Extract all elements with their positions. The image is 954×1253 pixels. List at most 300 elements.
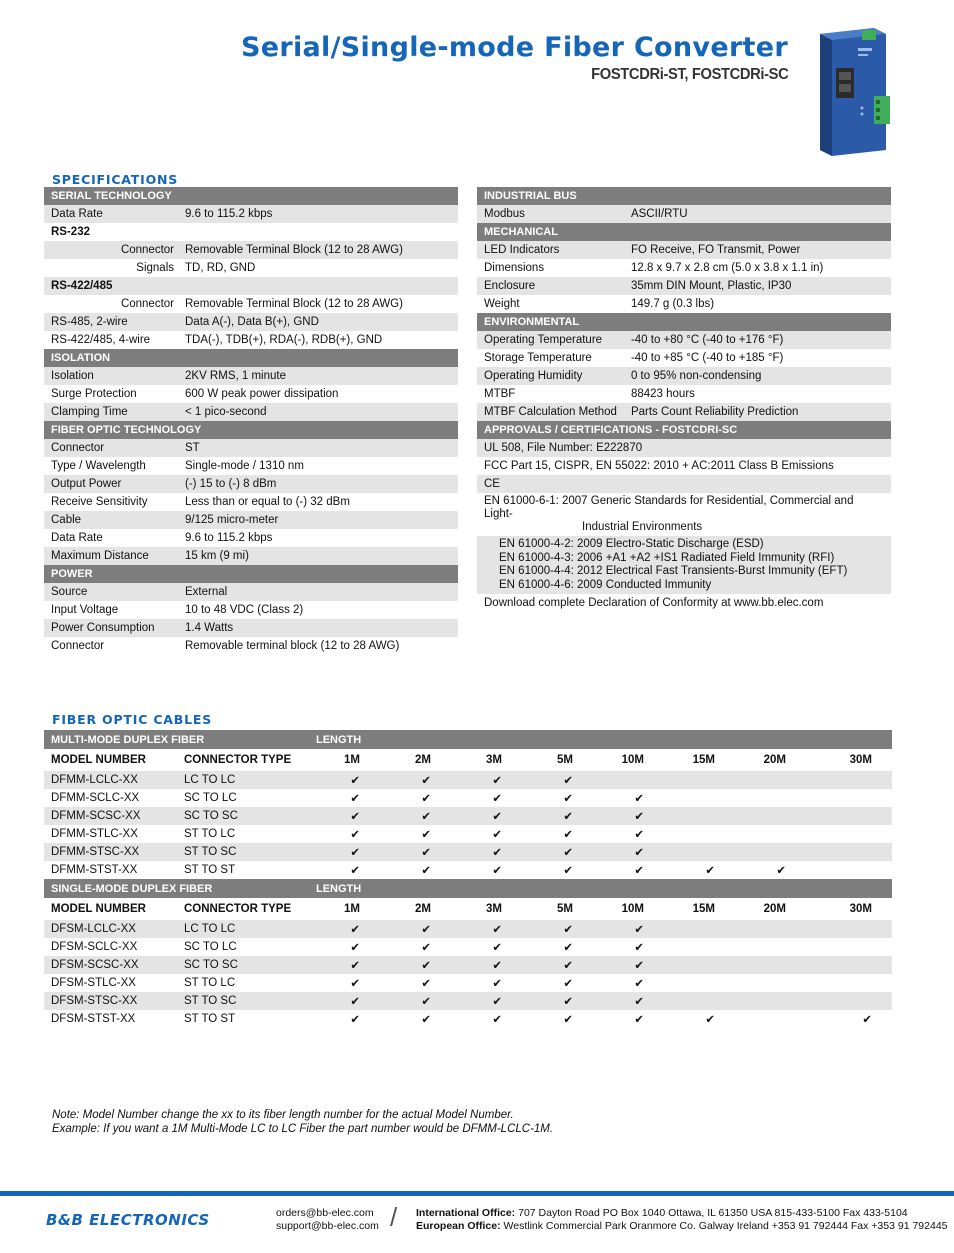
cable-model-number: DFMM-STLC-XX <box>51 828 138 840</box>
length-cell-empty <box>735 789 806 807</box>
page-subtitle: FOSTCDRi-ST, FOSTCDRi-SC <box>590 66 788 83</box>
cable-model-number: DFSM-STLC-XX <box>51 977 136 989</box>
spec-label: Storage Temperature <box>484 352 592 364</box>
available-check-icon: ✔ <box>492 978 502 990</box>
available-check-icon: ✔ <box>593 956 664 974</box>
fiber-optic-cables-table <box>44 730 892 1028</box>
spec-label: RS-485, 2-wire <box>44 313 178 331</box>
available-check-icon: ✔ <box>492 793 502 805</box>
spec-value: 2KV RMS, 1 minute <box>178 367 458 385</box>
spec-value: 15 km (9 mi) <box>178 547 458 565</box>
available-check-icon: ✔ <box>451 956 522 974</box>
spec-value: 12.8 x 9.7 x 2.8 cm (5.0 x 3.8 x 1.1 in) <box>630 262 824 274</box>
available-check-icon: ✔ <box>309 771 380 789</box>
cable-model-number: DFMM-LCLC-XX <box>44 771 177 789</box>
model-number-note <box>52 1109 553 1136</box>
cable-model-number: DFSM-SCLC-XX <box>51 941 138 953</box>
approval-standards <box>477 536 891 594</box>
spec-value: 0 to 95% non-condensing <box>624 367 891 385</box>
spec-label: Modbus <box>477 205 624 223</box>
length-header: 1M <box>344 903 360 915</box>
length-cell-empty <box>735 920 806 938</box>
product-image <box>812 28 892 156</box>
available-check-icon: ✔ <box>350 829 360 841</box>
approval-ul-text: UL 508, File Number: E222870 <box>477 439 891 457</box>
length-header: 15M <box>692 754 715 766</box>
spec-row <box>44 529 458 547</box>
spec-label: Receive Sensitivity <box>51 496 148 508</box>
approval-fcc-text: FCC Part 15, CISPR, EN 55022: 2010 + AC:2011 Class B Emissions <box>484 460 834 472</box>
length-cell-empty <box>664 807 735 825</box>
spec-label: RS-422/485, 4-wire <box>51 334 151 346</box>
available-check-icon: ✔ <box>380 992 451 1010</box>
available-check-icon: ✔ <box>563 1014 573 1026</box>
spec-row <box>44 547 458 565</box>
approval-en-generic <box>477 493 891 536</box>
available-check-icon: ✔ <box>421 829 431 841</box>
spec-row <box>44 367 458 385</box>
length-header: 10M <box>621 754 644 766</box>
available-check-icon: ✔ <box>421 1014 431 1026</box>
spec-row <box>44 475 458 493</box>
spec-value: 35mm DIN Mount, Plastic, IP30 <box>624 277 891 295</box>
spec-value: -40 to +80 °C (-40 to +176 °F) <box>624 331 891 349</box>
available-check-icon: ✔ <box>705 1014 715 1026</box>
brand-logo: B&B ELECTRONICS <box>46 1211 210 1229</box>
spec-row <box>44 313 458 331</box>
spec-label: MECHANICAL <box>477 223 891 241</box>
cable-column-header <box>44 749 892 771</box>
cable-model-number: DFSM-SCSC-XX <box>44 956 177 974</box>
spec-value: Data A(-), Data B(+), GND <box>178 313 458 331</box>
spec-value: Parts Count Reliability Prediction <box>624 403 891 421</box>
cable-connector-type: ST TO ST <box>184 1013 236 1025</box>
spec-label: Signals <box>136 262 174 274</box>
cable-row <box>44 789 892 807</box>
spec-row <box>477 367 891 385</box>
length-cell-empty <box>664 789 735 807</box>
specifications-right-table <box>477 187 891 612</box>
connector-type-header: CONNECTOR TYPE <box>184 903 292 915</box>
spec-row <box>44 637 458 655</box>
available-check-icon: ✔ <box>862 1014 872 1026</box>
spec-section-header <box>44 421 458 439</box>
spec-label: Isolation <box>44 367 178 385</box>
length-cell-empty <box>806 789 892 807</box>
spec-label: FIBER OPTIC TECHNOLOGY <box>44 421 458 439</box>
cable-row <box>44 771 892 789</box>
length-cell-empty <box>593 771 664 789</box>
available-check-icon: ✔ <box>350 942 360 954</box>
cable-connector-type: ST TO LC <box>184 828 236 840</box>
spec-row <box>477 295 891 313</box>
cable-row <box>44 938 892 956</box>
length-cell-empty <box>664 956 735 974</box>
footer-emails <box>276 1207 379 1233</box>
available-check-icon: ✔ <box>522 843 593 861</box>
length-cell-empty <box>664 920 735 938</box>
cable-row <box>44 861 892 879</box>
spec-row <box>477 331 891 349</box>
cable-model-number: DFMM-STSC-XX <box>44 843 177 861</box>
spec-label: SERIAL TECHNOLOGY <box>44 187 458 205</box>
length-label: LENGTH <box>309 879 892 898</box>
spec-label: RS-232 <box>51 226 90 238</box>
international-office <box>416 1207 948 1220</box>
length-header: 30M <box>849 754 872 766</box>
page-title: Serial/Single-mode Fiber Converter <box>240 32 788 63</box>
spec-row <box>44 331 458 349</box>
available-check-icon: ✔ <box>563 978 573 990</box>
spec-row <box>477 277 891 295</box>
spec-value: 1.4 Watts <box>178 619 458 637</box>
spec-row <box>44 295 458 313</box>
available-check-icon: ✔ <box>350 978 360 990</box>
length-cell-empty <box>806 771 892 789</box>
length-cell-empty <box>806 843 892 861</box>
spec-section-header <box>44 349 458 367</box>
spec-section-header <box>477 187 891 205</box>
spec-label: Type / Wavelength <box>51 460 146 472</box>
length-label: LENGTH <box>309 730 892 749</box>
spec-row <box>44 583 458 601</box>
spec-label: Enclosure <box>477 277 624 295</box>
spec-row <box>44 619 458 637</box>
available-check-icon: ✔ <box>522 992 593 1010</box>
spec-value: 88423 hours <box>630 388 695 400</box>
footer-bar <box>0 1191 954 1196</box>
cable-row <box>44 956 892 974</box>
length-cell-empty <box>806 992 892 1010</box>
length-cell-empty <box>735 992 806 1010</box>
available-check-icon: ✔ <box>350 865 360 877</box>
spec-label: Data Rate <box>51 532 103 544</box>
spec-row <box>44 601 458 619</box>
support-email-link[interactable]: support@bb-elec.com <box>276 1220 379 1232</box>
cable-model-number: DFSM-STST-XX <box>51 1013 136 1025</box>
spec-section-header <box>44 565 458 583</box>
spec-row <box>44 241 458 259</box>
available-check-icon: ✔ <box>451 843 522 861</box>
footer-divider: / <box>390 1202 398 1232</box>
available-check-icon: ✔ <box>309 843 380 861</box>
note-line-1: Note: Model Number change the xx to its fiber length number for the actual Model Number. <box>52 1109 514 1121</box>
available-check-icon: ✔ <box>451 992 522 1010</box>
en-generic-line-1: EN 61000-6-1: 2007 Generic Standards for Residential, Commercial and Light- <box>484 495 854 520</box>
cable-model-number: DFMM-SCSC-XX <box>44 807 177 825</box>
length-cell-empty <box>664 771 735 789</box>
intl-office-text: 707 Dayton Road PO Box 1040 Ottawa, IL 61350 USA 815-433-5100 Fax 433-5104 <box>518 1207 908 1219</box>
spec-row <box>44 385 458 403</box>
approval-standard-item: EN 61000-4-3: 2006 +A1 +A2 +IS1 Radiated Field Immunity (RFI) <box>499 551 835 564</box>
spec-label: RS-422/485 <box>44 277 458 295</box>
available-check-icon: ✔ <box>634 793 644 805</box>
spec-label: ISOLATION <box>44 349 458 367</box>
length-header: 30M <box>849 903 872 915</box>
spec-row <box>44 223 458 241</box>
fiber-optic-cables-heading: FIBER OPTIC CABLES <box>52 712 213 727</box>
length-header: 2M <box>415 754 431 766</box>
spec-label: ENVIRONMENTAL <box>477 313 891 331</box>
cable-group-title: SINGLE-MODE DUPLEX FIBER <box>44 879 309 898</box>
cable-connector-type: ST TO ST <box>184 864 236 876</box>
spec-label: Output Power <box>44 475 178 493</box>
available-check-icon: ✔ <box>380 843 451 861</box>
spec-row <box>44 277 458 295</box>
spec-label: POWER <box>44 565 458 583</box>
length-header: 1M <box>344 754 360 766</box>
spec-row <box>44 259 458 277</box>
spec-section-header <box>477 223 891 241</box>
length-header: 2M <box>415 903 431 915</box>
available-check-icon: ✔ <box>593 920 664 938</box>
european-office <box>416 1220 948 1233</box>
approval-standard-item: EN 61000-4-4: 2012 Electrical Fast Transients-Burst Immunity (EFT) <box>499 565 848 577</box>
spec-value: TDA(-), TDB(+), RDA(-), RDB(+), GND <box>185 334 383 346</box>
available-check-icon: ✔ <box>593 807 664 825</box>
spec-value: Single-mode / 1310 nm <box>185 460 304 472</box>
spec-label: INDUSTRIAL BUS <box>477 187 891 205</box>
length-cell-empty <box>735 938 806 956</box>
spec-value: Less than or equal to (-) 32 dBm <box>185 496 350 508</box>
cable-connector-type: SC TO SC <box>177 956 309 974</box>
spec-label: Connector <box>44 241 178 259</box>
length-header: 10M <box>621 903 644 915</box>
cable-connector-type: LC TO LC <box>177 920 309 938</box>
cable-group-title: MULTI-MODE DUPLEX FIBER <box>44 730 309 749</box>
cable-group-header <box>44 879 892 898</box>
spec-label: MTBF Calculation Method <box>477 403 624 421</box>
spec-value: Removable Terminal Block (12 to 28 AWG) <box>185 298 403 310</box>
spec-value: 600 W peak power dissipation <box>185 388 339 400</box>
cable-row <box>44 825 892 843</box>
spec-label: Dimensions <box>484 262 545 274</box>
spec-label: Maximum Distance <box>44 547 178 565</box>
declaration-download-text: Download complete Declaration of Conformity at www.bb.elec.com <box>484 597 824 609</box>
length-header: 5M <box>557 754 573 766</box>
spec-row <box>477 241 891 259</box>
approval-standard-item: EN 61000-4-6: 2009 Conducted Immunity <box>499 578 712 591</box>
spec-section-header <box>44 187 458 205</box>
length-cell-empty <box>664 843 735 861</box>
spec-row <box>477 205 891 223</box>
cable-connector-type: SC TO SC <box>177 807 309 825</box>
length-cell-empty <box>735 843 806 861</box>
spec-row <box>44 205 458 223</box>
spec-row <box>477 403 891 421</box>
length-cell-empty <box>735 956 806 974</box>
cable-row <box>44 1010 892 1028</box>
spec-row <box>44 403 458 421</box>
length-header: 3M <box>486 754 502 766</box>
available-check-icon: ✔ <box>776 865 786 877</box>
cable-row <box>44 807 892 825</box>
spec-row <box>44 457 458 475</box>
cable-row <box>44 843 892 861</box>
spec-row <box>477 259 891 277</box>
available-check-icon: ✔ <box>563 942 573 954</box>
available-check-icon: ✔ <box>634 942 644 954</box>
spec-value: < 1 pico-second <box>178 403 458 421</box>
available-check-icon: ✔ <box>421 942 431 954</box>
length-cell-empty <box>735 771 806 789</box>
available-check-icon: ✔ <box>593 843 664 861</box>
available-check-icon: ✔ <box>309 956 380 974</box>
spec-label: Data Rate <box>44 205 178 223</box>
spec-label: Connector <box>51 640 105 652</box>
available-check-icon: ✔ <box>380 807 451 825</box>
available-check-icon: ✔ <box>563 865 573 877</box>
spec-row <box>477 349 891 367</box>
length-header: 3M <box>486 903 502 915</box>
spec-row <box>44 439 458 457</box>
length-cell-empty <box>806 807 892 825</box>
spec-label: Input Voltage <box>51 604 119 616</box>
spec-value: 149.7 g (0.3 lbs) <box>630 298 715 310</box>
cable-model-number: DFSM-LCLC-XX <box>44 920 177 938</box>
spec-value: 9.6 to 115.2 kbps <box>185 532 273 544</box>
spec-value: 9/125 micro-meter <box>178 511 458 529</box>
available-check-icon: ✔ <box>309 920 380 938</box>
length-cell-empty <box>735 1010 806 1028</box>
cable-row <box>44 920 892 938</box>
note-line-2: Example: If you want a 1M Multi-Mode LC to LC Fiber the part number would be DFMM-LCLC-1M. <box>52 1122 554 1135</box>
approval-ul <box>477 439 891 457</box>
available-check-icon: ✔ <box>705 865 715 877</box>
available-check-icon: ✔ <box>522 807 593 825</box>
footer-offices <box>416 1207 948 1233</box>
cable-group-header <box>44 730 892 749</box>
length-cell-empty <box>806 920 892 938</box>
approvals-header-text: APPROVALS / CERTIFICATIONS - FOSTCDRI-SC <box>477 421 891 439</box>
spec-label: Cable <box>44 511 178 529</box>
length-header: 20M <box>763 754 786 766</box>
available-check-icon: ✔ <box>451 920 522 938</box>
spec-label: MTBF <box>484 388 516 400</box>
cable-connector-type: ST TO SC <box>177 992 309 1010</box>
spec-row <box>44 511 458 529</box>
length-cell-empty <box>664 974 735 992</box>
spec-value: TD, RD, GND <box>185 262 256 274</box>
available-check-icon: ✔ <box>563 829 573 841</box>
length-cell-empty <box>806 861 892 879</box>
cable-model-number: DFSM-STSC-XX <box>44 992 177 1010</box>
available-check-icon: ✔ <box>309 992 380 1010</box>
available-check-icon: ✔ <box>634 865 644 877</box>
approval-ce <box>477 475 891 493</box>
spec-section-header <box>477 313 891 331</box>
available-check-icon: ✔ <box>492 829 502 841</box>
spec-label: Connector <box>44 439 178 457</box>
cable-model-number: DFMM-STST-XX <box>51 864 138 876</box>
available-check-icon: ✔ <box>350 1014 360 1026</box>
spec-row <box>477 385 891 403</box>
length-header: 5M <box>557 903 573 915</box>
length-cell-empty <box>806 825 892 843</box>
spec-label: Power Consumption <box>44 619 178 637</box>
spec-value: -40 to +85 °C (-40 to +185 °F) <box>630 352 784 364</box>
available-check-icon: ✔ <box>350 793 360 805</box>
length-cell-empty <box>735 825 806 843</box>
cable-connector-type: SC TO LC <box>184 941 237 953</box>
approval-en-generic-text <box>477 493 891 536</box>
spec-label: Operating Temperature <box>477 331 624 349</box>
spec-value: 10 to 48 VDC (Class 2) <box>185 604 304 616</box>
length-cell-empty <box>806 938 892 956</box>
available-check-icon: ✔ <box>421 978 431 990</box>
spec-row <box>44 493 458 511</box>
length-cell-empty <box>735 807 806 825</box>
spec-label: Clamping Time <box>44 403 178 421</box>
available-check-icon: ✔ <box>492 865 502 877</box>
spec-label: Operating Humidity <box>477 367 624 385</box>
approval-fcc <box>477 457 891 475</box>
available-check-icon: ✔ <box>492 1014 502 1026</box>
spec-label: Connector <box>120 298 174 310</box>
cable-column-header <box>44 898 892 920</box>
available-check-icon: ✔ <box>421 865 431 877</box>
length-cell-empty <box>806 974 892 992</box>
spec-value: External <box>178 583 458 601</box>
specifications-left-table <box>44 187 458 655</box>
available-check-icon: ✔ <box>634 1014 644 1026</box>
declaration-download <box>477 594 891 612</box>
cable-connector-type: ST TO SC <box>177 843 309 861</box>
available-check-icon: ✔ <box>522 771 593 789</box>
model-number-header: MODEL NUMBER <box>51 754 146 766</box>
available-check-icon: ✔ <box>380 956 451 974</box>
spec-label: Source <box>44 583 178 601</box>
cable-connector-type: ST TO LC <box>184 977 236 989</box>
approvals-header <box>477 421 891 439</box>
specifications-heading: SPECIFICATIONS <box>52 172 179 187</box>
approval-standard-item: EN 61000-4-2: 2009 Electro-Static Discharge (ESD) <box>499 538 764 550</box>
available-check-icon: ✔ <box>522 920 593 938</box>
euro-office-text: Westlink Commercial Park Oranmore Co. Galway Ireland +353 91 792444 Fax +353 91 792445 <box>503 1220 948 1232</box>
available-check-icon: ✔ <box>421 793 431 805</box>
spec-value: FO Receive, FO Transmit, Power <box>624 241 891 259</box>
approval-standards-list <box>477 536 891 594</box>
length-cell-empty <box>806 956 892 974</box>
available-check-icon: ✔ <box>492 942 502 954</box>
connector-type-header: CONNECTOR TYPE <box>184 754 292 766</box>
cable-model-number: DFMM-SCLC-XX <box>51 792 140 804</box>
orders-email-link[interactable]: orders@bb-elec.com <box>276 1207 374 1219</box>
length-cell-empty <box>664 938 735 956</box>
intl-office-label: International Office: <box>416 1207 516 1219</box>
spec-value: ASCII/RTU <box>624 205 891 223</box>
length-header: 20M <box>763 903 786 915</box>
spec-value: ST <box>178 439 458 457</box>
available-check-icon: ✔ <box>593 992 664 1010</box>
spec-value: (-) 15 to (-) 8 dBm <box>178 475 458 493</box>
available-check-icon: ✔ <box>451 771 522 789</box>
length-cell-empty <box>735 974 806 992</box>
available-check-icon: ✔ <box>522 956 593 974</box>
spec-value: 9.6 to 115.2 kbps <box>178 205 458 223</box>
available-check-icon: ✔ <box>634 829 644 841</box>
available-check-icon: ✔ <box>309 807 380 825</box>
length-header: 15M <box>692 903 715 915</box>
en-generic-line-2: Industrial Environments <box>582 521 703 533</box>
cable-row <box>44 992 892 1010</box>
cable-connector-type: LC TO LC <box>177 771 309 789</box>
available-check-icon: ✔ <box>563 793 573 805</box>
approval-ce-text: CE <box>477 475 891 493</box>
available-check-icon: ✔ <box>380 771 451 789</box>
model-number-header: MODEL NUMBER <box>51 903 146 915</box>
length-cell-empty <box>664 825 735 843</box>
